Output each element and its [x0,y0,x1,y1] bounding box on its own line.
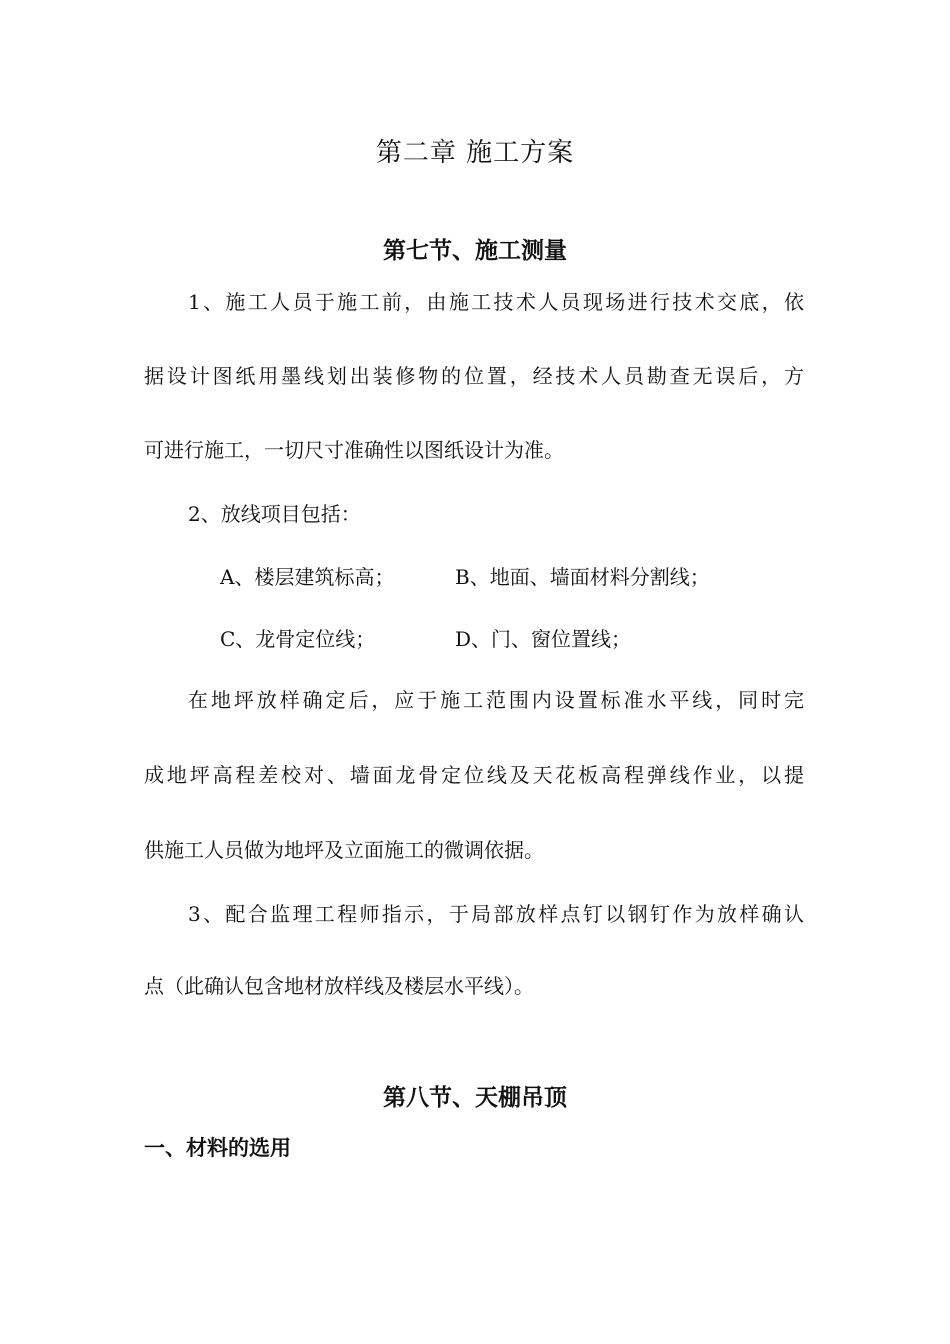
item3-line-1: 3、配合监理工程师指示，于局部放样点钉以钢钉作为放样确认 [188,902,804,926]
paragraph-line-1: 在地坪放样确定后，应于施工范围内设置标准水平线，同时完 [188,688,804,712]
paragraph-line-3: 供施工人员做为地坪及立面施工的微调依据。 [144,838,544,862]
chapter-title: 第二章 施工方案 [375,138,575,168]
item2-intro: 2、放线项目包括： [188,502,361,526]
item1-line-2: 据设计图纸用墨线划出装修物的位置，经技术人员勘查无误后，方 [144,364,804,388]
paragraph-line-2: 成地坪高程差校对、墙面龙骨定位线及天花板高程弹线作业，以提 [144,763,804,787]
list-item-c: C、龙骨定位线； [220,627,376,651]
list-item-a: A、楼层建筑标高； [220,565,395,589]
section-title-8: 第八节、天棚吊顶 [383,1084,567,1111]
list-item-d: D、门、窗位置线； [455,627,632,651]
item1-line-1: 1、施工人员于施工前，由施工技术人员现场进行技术交底，依 [188,290,804,314]
item1-line-3: 可进行施工，一切尺寸准确性以图纸设计为准。 [144,438,564,462]
list-item-b: B、地面、墙面材料分割线； [455,565,710,589]
item3-line-2: 点（此确认包含地材放样线及楼层水平线）。 [144,974,534,998]
section-title-7: 第七节、施工测量 [383,237,567,264]
subsection-title-1: 一、材料的选用 [144,1135,291,1160]
